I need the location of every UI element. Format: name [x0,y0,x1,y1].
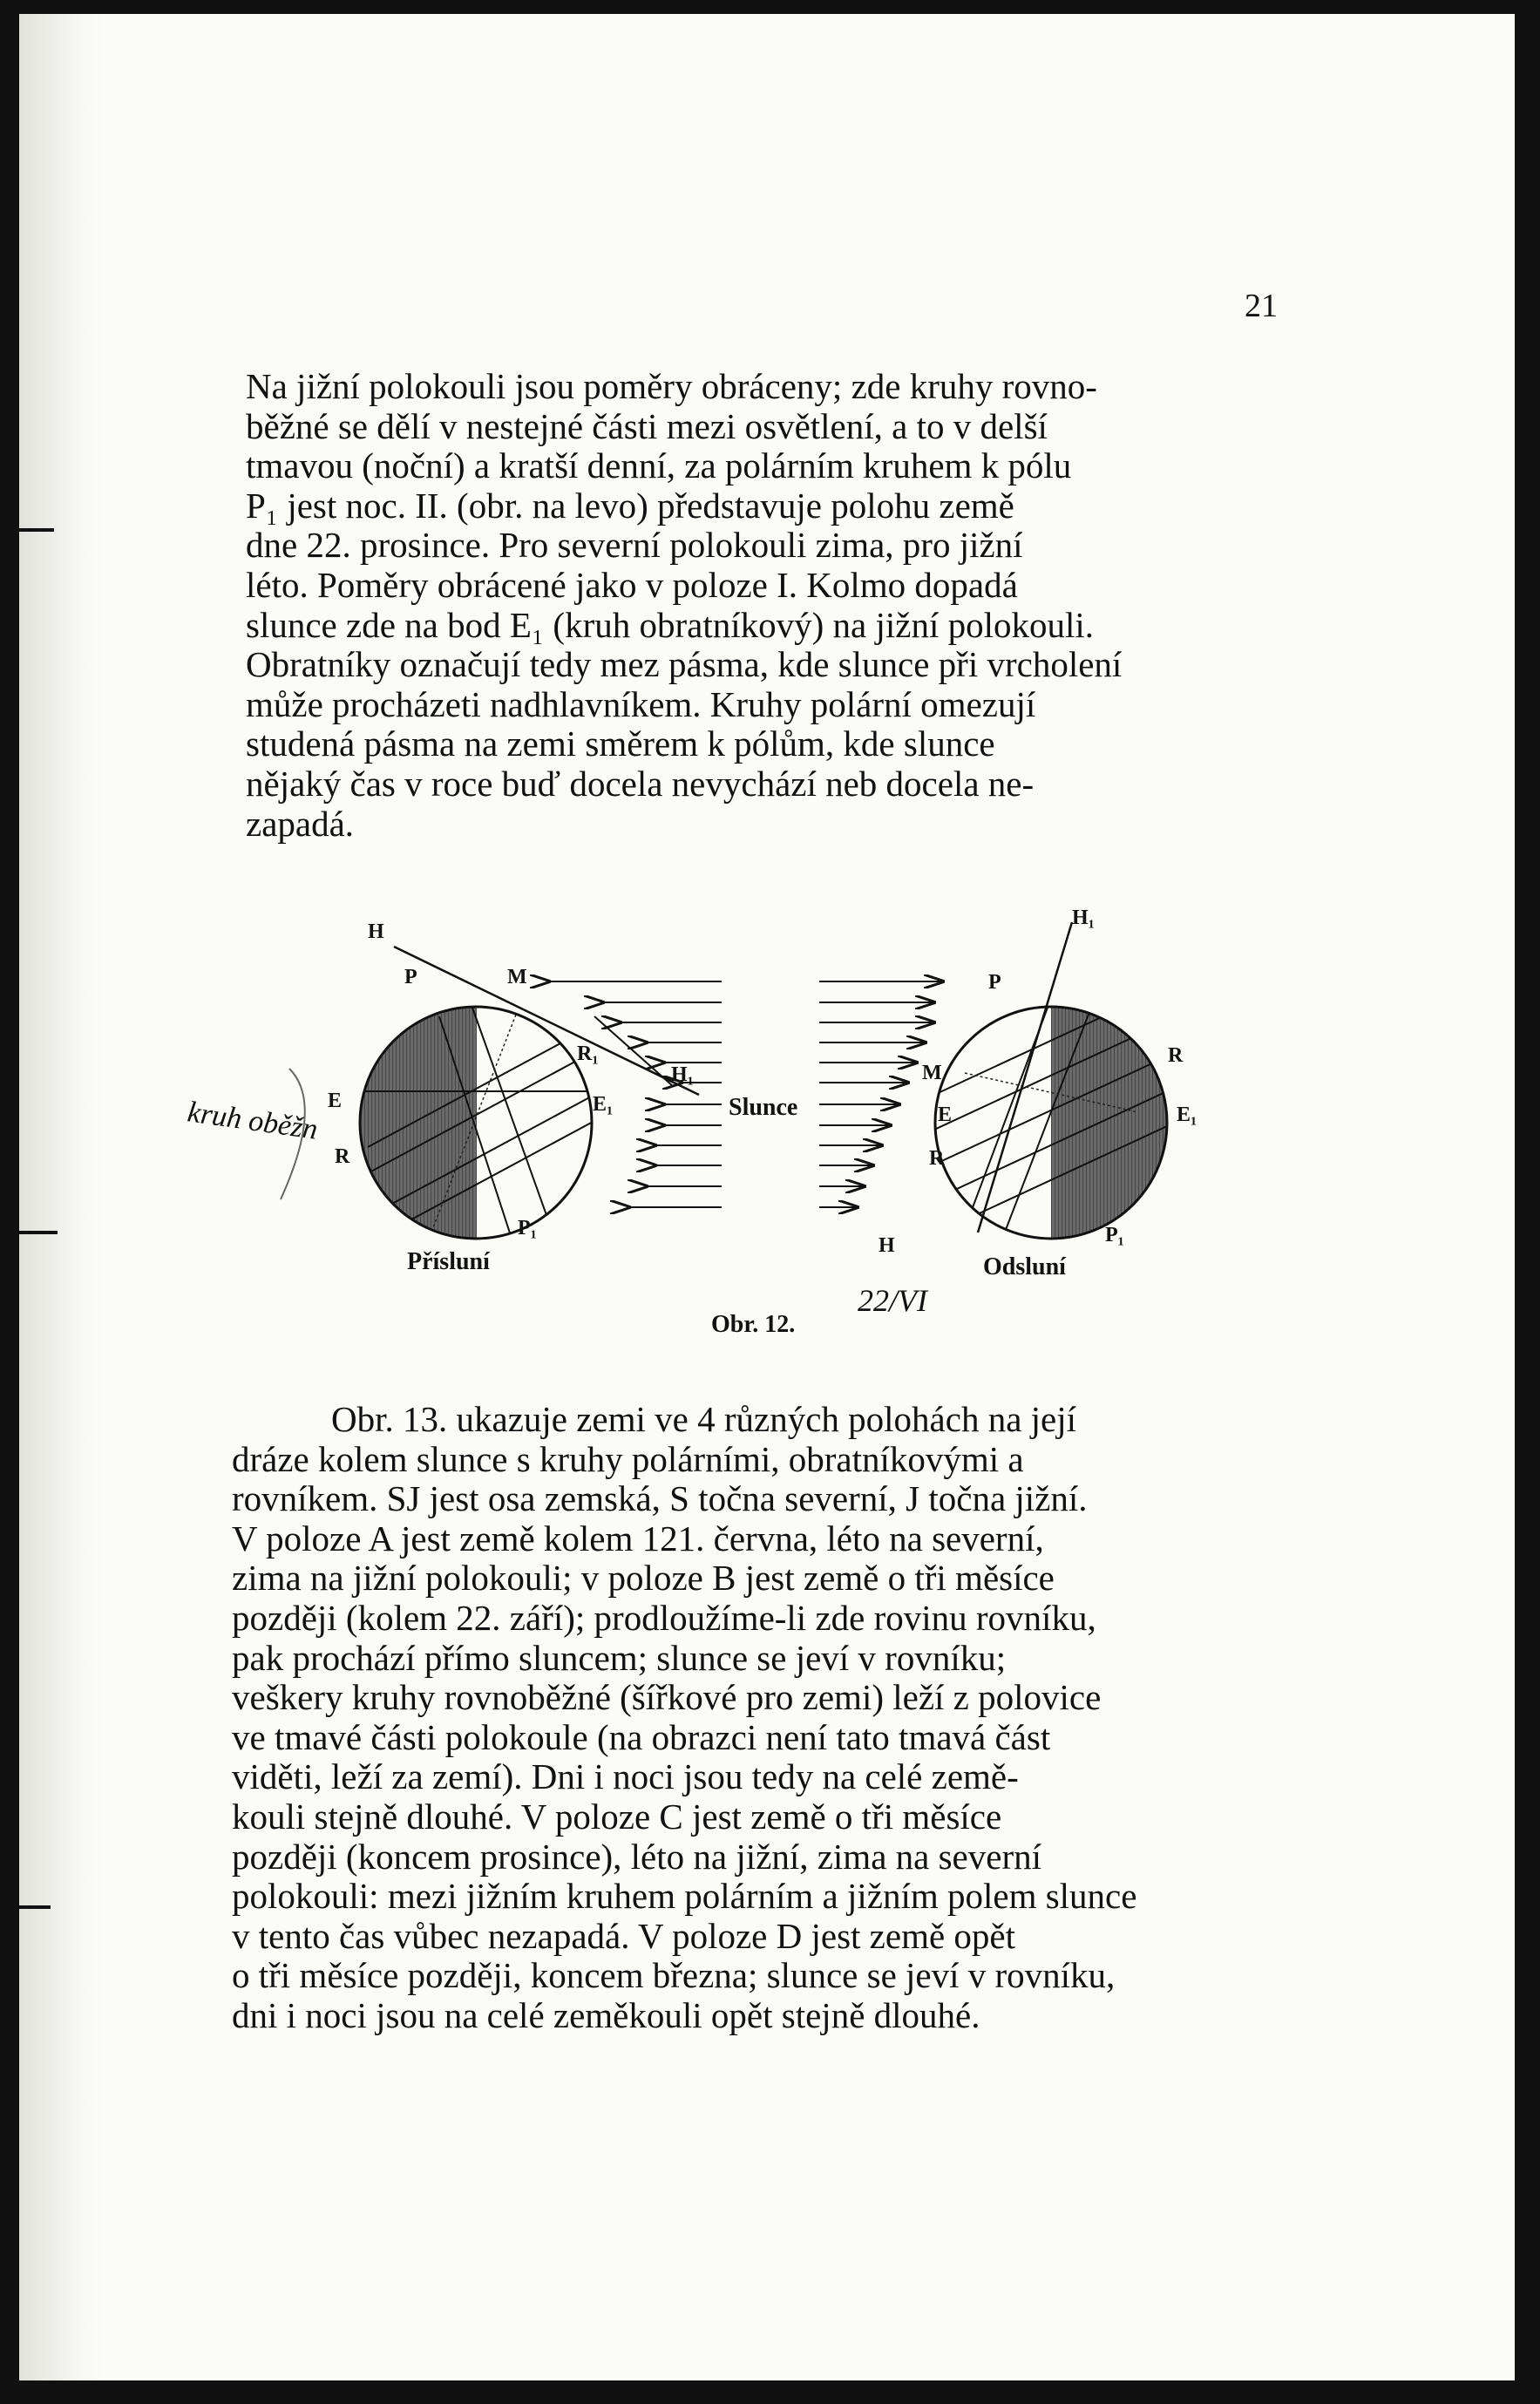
label-E: E [938,1104,953,1126]
label-E1: E₁ [1177,1104,1197,1126]
night-side-shading [1051,999,1177,1252]
label-aphelion: Odsluní [983,1253,1066,1280]
edge-mark [19,1905,51,1909]
text-line: nějaký čas v roce buď docela nevychází neb docela ne- [246,763,1035,804]
text-line: ve tmavé části polokoule (na obrazci není tato tmavá část [232,1716,1051,1757]
text-line: studená pásma na zemi směrem k pólům, kde slunce [246,723,995,764]
page-number: 21 [1245,288,1278,324]
figure-12-earth-diagram [106,886,1361,1374]
label-E1: E₁ [593,1093,614,1116]
label-P1: P₁ [1105,1224,1124,1246]
text-line: slunce zde na bod E₁ (kruh obratníkový) na jižní polokouli. [246,604,1095,645]
text-line: dráze kolem slunce s kruhy polárními, obratníkovými a [232,1438,1024,1479]
sun-rays-right [819,981,943,1207]
text-line: P₁ jest noc. II. (obr. na levo) představuje polohu země [246,485,1014,526]
book-page [19,14,1515,2380]
label-H1: H₁ [1072,907,1095,929]
text-line: rovníkem. SJ jest osa zemská, S točna severní, J točna jižní. [232,1478,1088,1519]
text-line: kouli stejně dlouhé. V poloze C jest země o tři měsíce [232,1796,1002,1837]
text-line: léto. Poměry obrácené jako v poloze I. Kolmo dopadá [246,564,1018,605]
text-line: běžné se dělí v nestejné části mezi osvětlení, a to v delší [246,405,1048,446]
text-line: o tři měsíce později, koncem března; slunce se jeví v rovníku, [232,1955,1116,1996]
label-P1: P₁ [518,1217,537,1239]
paragraph-southern-hemisphere [246,367,1283,844]
text-line: zima na jižní polokouli; v poloze B jest země o tři měsíce [232,1558,1055,1599]
text-line: Na jižní polokouli jsou poměry obráceny; zde kruhy rovno- [246,366,1097,406]
label-E: E [328,1090,343,1112]
label-H: H [879,1234,895,1257]
text-line: dne 22. prosince. Pro severní polokouli zima, pro jižní [246,525,1023,566]
text-line: později (koncem prosince), léto na jižní, zima na severní [232,1836,1041,1877]
label-R: R [335,1145,350,1168]
text-line: veškery kruhy rovnoběžné (šířkové pro zemi) leží z polovice [232,1677,1102,1718]
label-M: M [922,1062,942,1084]
text-line: tmavou (noční) a kratší denní, za polárním kruhem k pólu [246,445,1072,486]
text-line: Obratníky označují tedy mez pásma, kde slunce při vrcholení [246,644,1123,685]
label-perihelion: Přísluní [407,1248,490,1275]
label-R-bottom: R [929,1147,945,1170]
handwritten-note-left: kruh oběžn [185,1096,320,1146]
paragraph-obr-13 [232,1400,1278,2036]
label-P: P [404,966,417,988]
text-line: Obr. 13. ukazuje zemi ve 4 různých polohách na její [331,1399,1077,1439]
label-H1: H₁ [671,1063,694,1086]
text-line: V poloze A jest země kolem 121. června, léto na severní, [232,1518,1044,1559]
right-globe-aphelion [879,907,1197,1280]
edge-mark [19,528,54,532]
left-globe-perihelion [328,920,699,1275]
label-sun: Slunce [729,1094,798,1121]
text-line: později (kolem 22. září); prodloužíme-li zde rovinu rovníku, [232,1597,1096,1638]
text-line: v tento čas vůbec nezapadá. V poloze D jest země opět [232,1915,1015,1956]
page-binding-shadow [19,14,102,2380]
text-line: zapadá. [246,803,355,844]
text-line: dni i noci jsou na celé zeměkouli opět stejně dlouhé. [232,1994,980,2035]
edge-mark [19,1231,58,1234]
text-line: pak prochází přímo sluncem; slunce se jeví v rovníku; [232,1637,1007,1678]
label-M: M [507,966,527,988]
label-H: H [368,920,384,943]
handwritten-note-right: 22/VI [858,1283,927,1318]
text-line: polokouli: mezi jižním kruhem polárním a jižním polem slunce [232,1876,1137,1917]
label-R: R [1168,1044,1184,1067]
label-R1: R₁ [577,1042,599,1065]
label-P: P [988,971,1001,994]
text-line: může procházeti nadhlavníkem. Kruhy polární omezují [246,683,1036,724]
figure-caption: Obr. 12. [711,1311,796,1338]
text-line: viděti, leží za zemí). Dni i noci jsou tedy na celé země- [232,1756,1019,1797]
